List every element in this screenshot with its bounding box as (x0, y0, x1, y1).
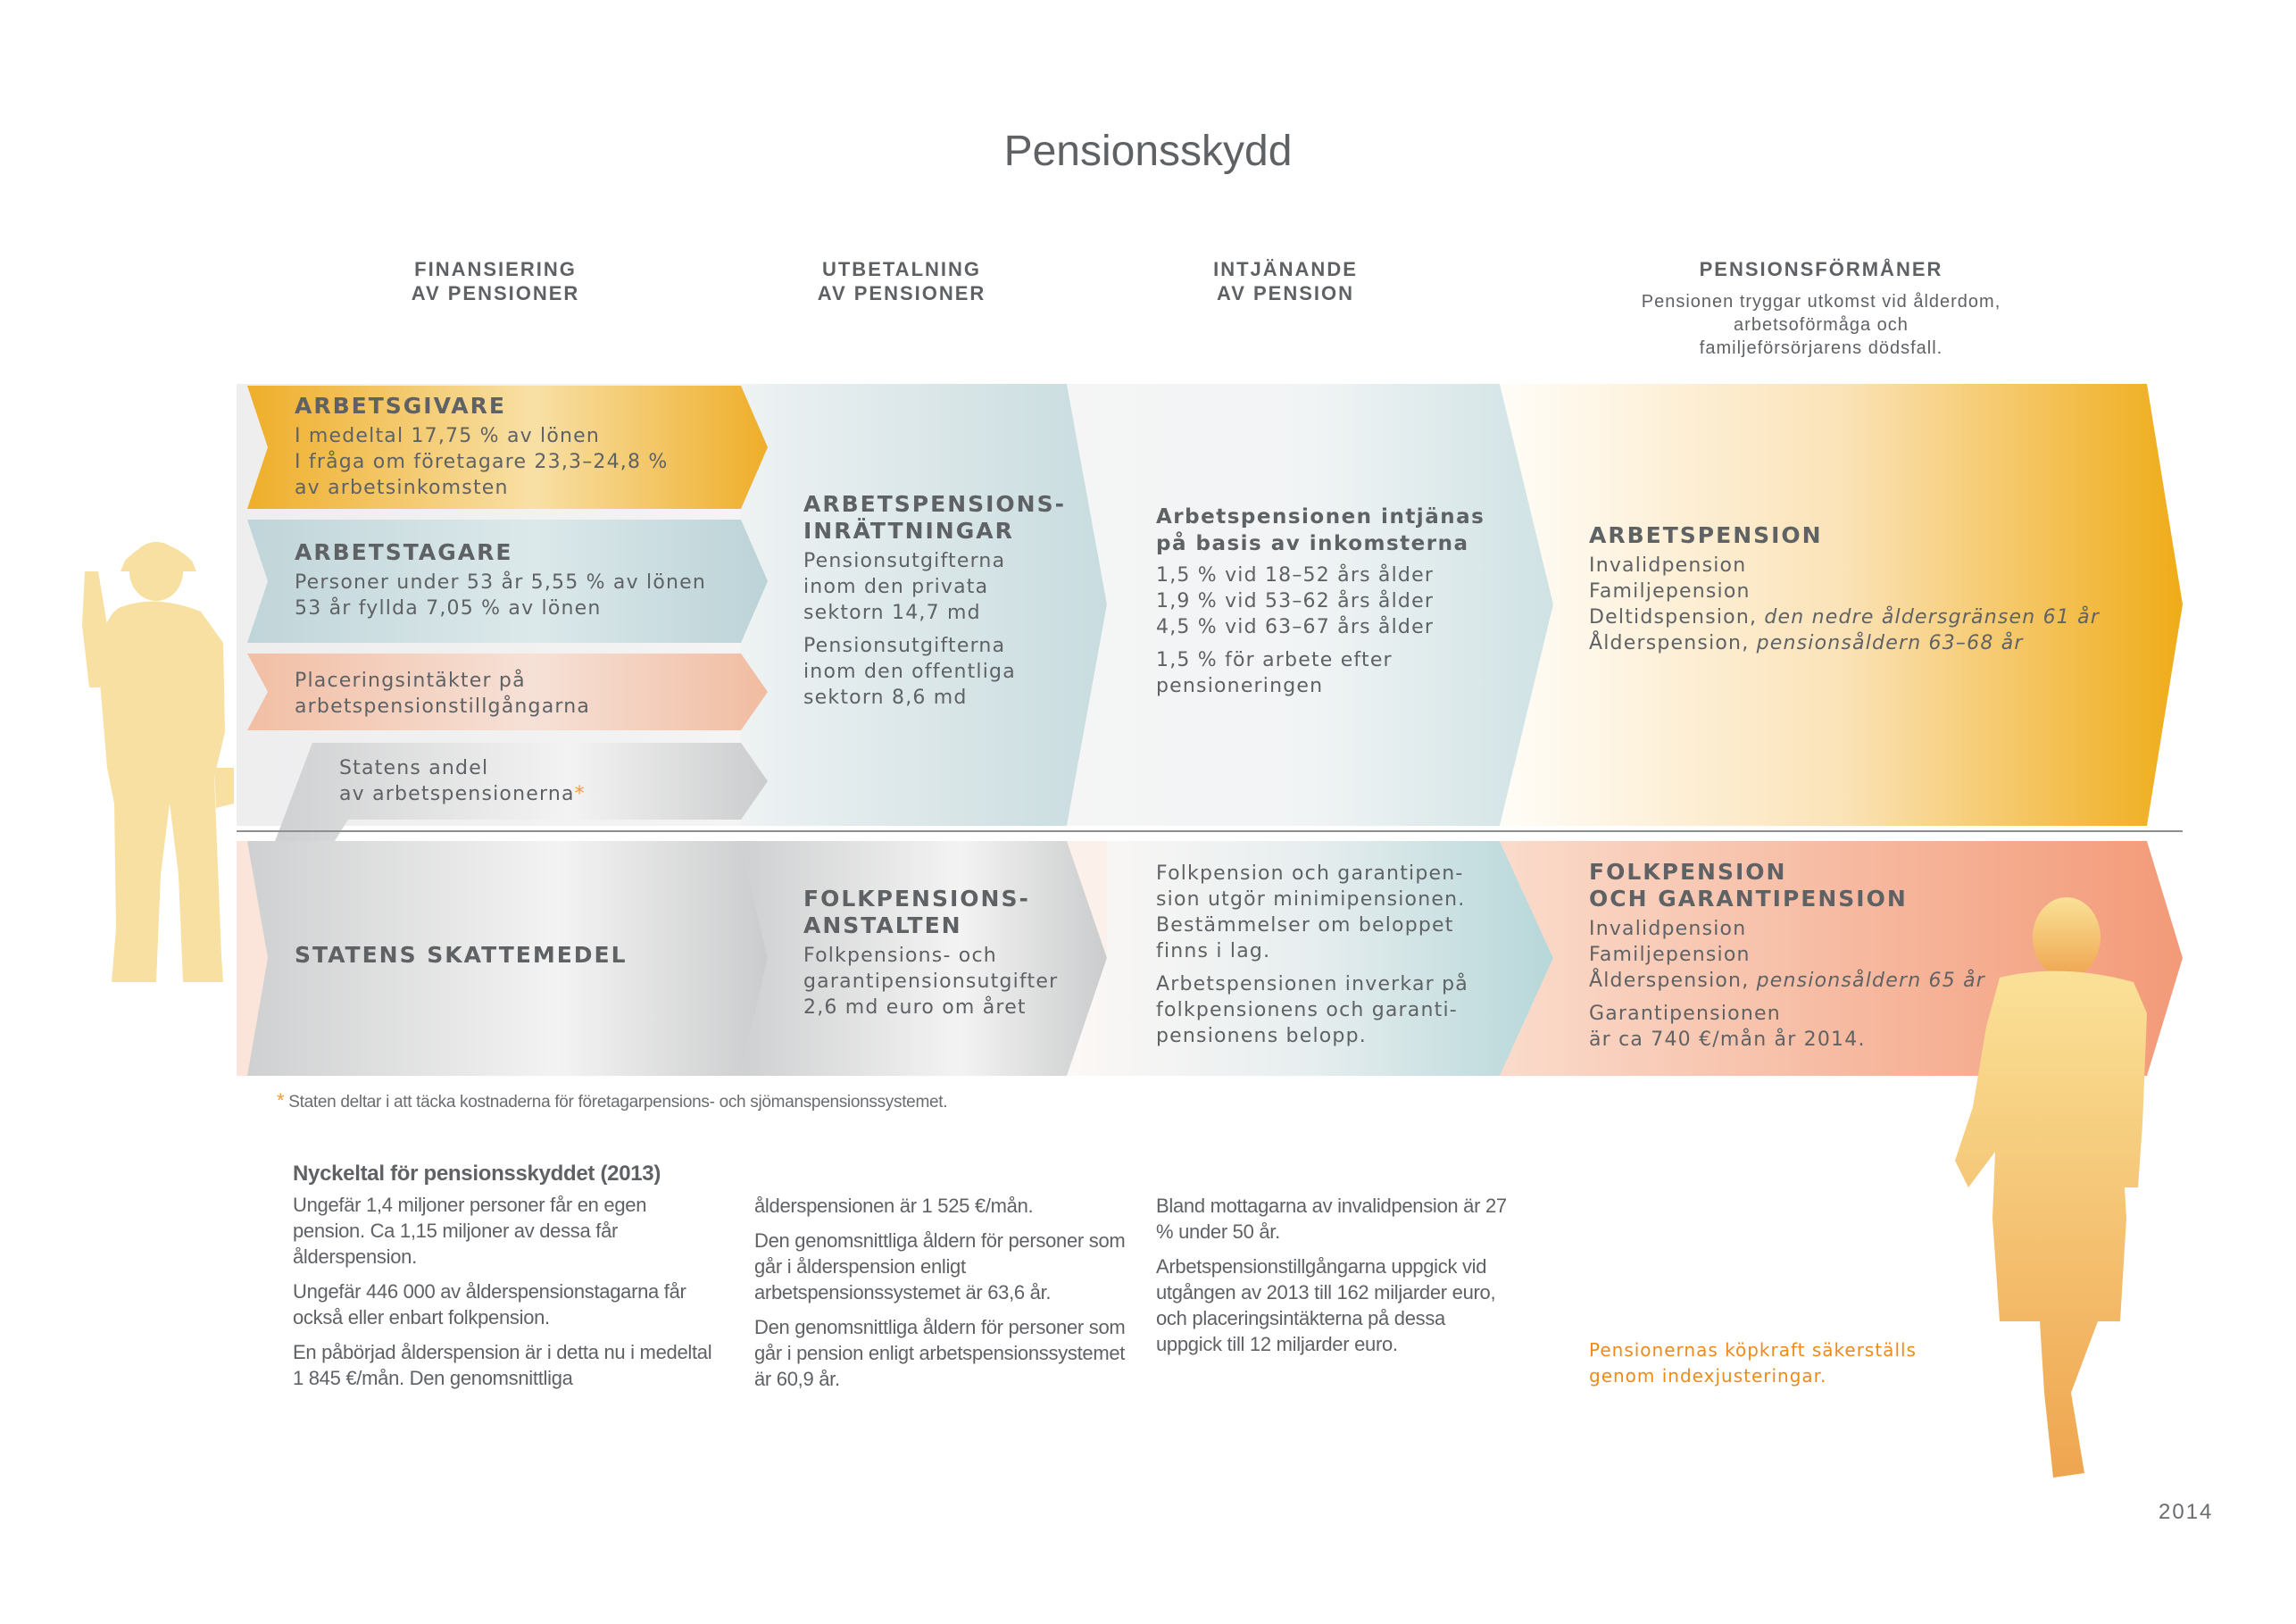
employer-line: I medeltal 17,75 % av lönen (295, 425, 601, 447)
benefits-subtitle-line: Pensionen tryggar utkomst vid ålderdom, (1641, 292, 2001, 312)
benefits-subtitle-line: arbetsoförmåga och (1734, 315, 1909, 335)
national-accrual-box (1156, 861, 1468, 1049)
benefit-item: Familjepension (1589, 580, 1751, 603)
key-figure-paragraph: Bland mottagarna av invalidpension är 27 % under 50 år. (1156, 1195, 1507, 1243)
indexation-note (1589, 1337, 1917, 1389)
worker-silhouette-icon (82, 542, 234, 982)
kela-box (803, 886, 1058, 1020)
accrual-rate: 1,9 % vid 53–62 års ålder (1156, 590, 1435, 612)
key-figure-paragraph: En påbörjad ålderspension är i detta nu i medeltal 1 845 €/mån. Den genomsnittliga (293, 1341, 712, 1389)
benefits-subtitle-line: familjeförsörjarens dödsfall. (1699, 338, 1943, 358)
accrual-rate: 1,5 % vid 18–52 års ålder (1156, 564, 1435, 587)
employer-line: I fråga om företagare 23,3–24,8 % (295, 451, 669, 473)
accrual-after-line: 1,5 % för arbete efter (1156, 649, 1393, 671)
kela-heading: ANSTALTEN (803, 912, 962, 938)
earnings-institutions-box (803, 491, 1066, 711)
kela-line: Folkpensions- och (803, 945, 997, 967)
key-figure-paragraph: Den genomsnittliga åldern för personer som går i pension enligt arbetspensionssystemet är 60,9 år. (754, 1316, 1126, 1390)
accrual-rate: 4,5 % vid 63–67 års ålder (1156, 616, 1435, 638)
national-accrual-line: Bestämmelser om beloppet (1156, 914, 1454, 937)
benefit-item: Ålderspension, pensionsåldern 65 år (1589, 970, 1986, 992)
state-share-box (339, 755, 586, 807)
page-title: Pensionsskydd (1003, 128, 1293, 175)
investment-line: Placeringsintäkter på (295, 670, 526, 692)
key-figures-col3 (1156, 1193, 1513, 1366)
earnings-accrual-heading: Arbetspensionen intjänas (1156, 505, 1485, 529)
benefit-item: Invalidpension (1589, 554, 1747, 577)
indexation-note-line: Pensionernas köpkraft säkerställs (1589, 1339, 1917, 1361)
indexation-note-line: genom indexjusteringar. (1589, 1365, 1827, 1387)
earnings-pension-box (1589, 522, 2100, 656)
employer-box (295, 393, 669, 501)
employee-box (295, 539, 706, 621)
key-figure-paragraph: Den genomsnittliga åldern för personer som går i ålderspension enligt arbetspensionssystemet är 63,6 år. (754, 1229, 1126, 1303)
employer-heading: ARBETSGIVARE (295, 393, 506, 419)
earnings-accrual-box (1156, 504, 1485, 699)
state-share-line: av arbetspensionerna (339, 783, 575, 805)
key-figure-paragraph: Ungefär 1,4 miljoner personer får en egen pension. Ca 1,15 miljoner av dessa får ålderspension. (293, 1194, 647, 1268)
column-header-payment (777, 257, 1027, 305)
column-header-benefits-line1: PENSIONSFÖRMÅNER (1699, 258, 1943, 280)
column-header-accrual-line1: INTJÄNANDE (1213, 258, 1358, 280)
national-accrual-line: Folkpension och garantipen- (1156, 862, 1464, 885)
public-sector-line: Pensionsutgifterna (803, 635, 1006, 657)
column-header-benefits (1589, 257, 2053, 360)
state-tax-box (295, 942, 628, 972)
key-figures-col1 (293, 1161, 712, 1400)
national-accrual-line: pensionens belopp. (1156, 1025, 1367, 1047)
benefit-item: Familjepension (1589, 944, 1751, 966)
private-sector-line: sektorn 14,7 md (803, 602, 981, 624)
column-header-benefits-subtitle (1589, 290, 2053, 360)
footnote-text: Staten deltar i att täcka kostnaderna för företagarpensions- och sjömanspensionssystemet. (288, 1093, 948, 1112)
public-sector-line: sektorn 8,6 md (803, 687, 968, 709)
key-figures-heading: Nyckeltal för pensionsskyddet (2013) (293, 1162, 661, 1186)
kela-line: 2,6 md euro om året (803, 996, 1027, 1019)
kela-line: garantipensionsutgifter (803, 970, 1059, 993)
national-pension-heading: FOLKPENSION (1589, 859, 1787, 885)
column-header-accrual-line2: AV PENSION (1216, 282, 1355, 304)
public-sector-line: inom den offentliga (803, 661, 1016, 683)
employee-heading: ARBETSTAGARE (295, 539, 513, 565)
asterisk-marker: * (574, 783, 586, 805)
state-share-line: Statens andel (339, 757, 489, 779)
investment-box (295, 668, 590, 720)
key-figure-paragraph: Arbetspensionstillgångarna uppgick vid utgången av 2013 till 162 miljarder euro, och placeringsintäkterna på dessa uppgick till 12 miljarder euro. (1156, 1255, 1496, 1355)
year-label: 2014 (2159, 1500, 2214, 1524)
column-header-financing-line2: AV PENSIONER (411, 282, 580, 304)
state-tax-heading: STATENS SKATTEMEDEL (295, 942, 628, 968)
benefit-item: Deltidspension, den nedre åldersgränsen 61 år (1589, 606, 2101, 629)
private-sector-line: inom den privata (803, 576, 989, 598)
national-accrual-line: Arbetspensionen inverkar på (1156, 973, 1468, 995)
earnings-pension-heading: ARBETSPENSION (1589, 522, 1823, 548)
key-figures-col2 (754, 1193, 1129, 1401)
national-accrual-line: sion utgör minimipensionen. (1156, 888, 1466, 911)
earnings-accrual-heading: på basis av inkomsterna (1156, 532, 1469, 555)
employee-line: Personer under 53 år 5,55 % av lönen (295, 571, 706, 594)
footnote (277, 1089, 947, 1112)
employer-line: av arbetsinkomsten (295, 477, 509, 499)
kela-heading: FOLKPENSIONS- (803, 886, 1030, 912)
national-accrual-line: folkpensionens och garanti- (1156, 999, 1458, 1021)
guarantee-pension-line: är ca 740 €/mån år 2014. (1589, 1029, 1866, 1051)
key-figure-paragraph: ålderspensionen är 1 525 €/mån. (754, 1195, 1034, 1217)
earnings-institutions-heading: INRÄTTNINGAR (803, 518, 1014, 544)
employee-line: 53 år fyllda 7,05 % av lönen (295, 597, 602, 620)
column-header-financing-line1: FINANSIERING (414, 258, 577, 280)
column-header-payment-line2: AV PENSIONER (817, 282, 986, 304)
column-header-payment-line1: UTBETALNING (821, 258, 982, 280)
key-figure-paragraph: Ungefär 446 000 av ålderspensionstagarna får också eller enbart folkpension. (293, 1280, 686, 1328)
earnings-institutions-heading: ARBETSPENSIONS- (803, 491, 1066, 517)
national-pension-box (1589, 859, 1985, 1053)
national-accrual-line: finns i lag. (1156, 940, 1271, 962)
accrual-after-line: pensioneringen (1156, 675, 1324, 697)
column-header-financing (370, 257, 620, 305)
asterisk-marker: * (277, 1089, 285, 1112)
benefit-item: Invalidpension (1589, 918, 1747, 940)
private-sector-line: Pensionsutgifterna (803, 550, 1006, 572)
column-header-accrual (1160, 257, 1410, 305)
benefit-item: Ålderspension, pensionsåldern 63–68 år (1589, 632, 2024, 654)
guarantee-pension-line: Garantipensionen (1589, 1003, 1781, 1025)
investment-line: arbetspensionstillgångarna (295, 695, 591, 718)
national-pension-heading: OCH GARANTIPENSION (1589, 886, 1908, 912)
